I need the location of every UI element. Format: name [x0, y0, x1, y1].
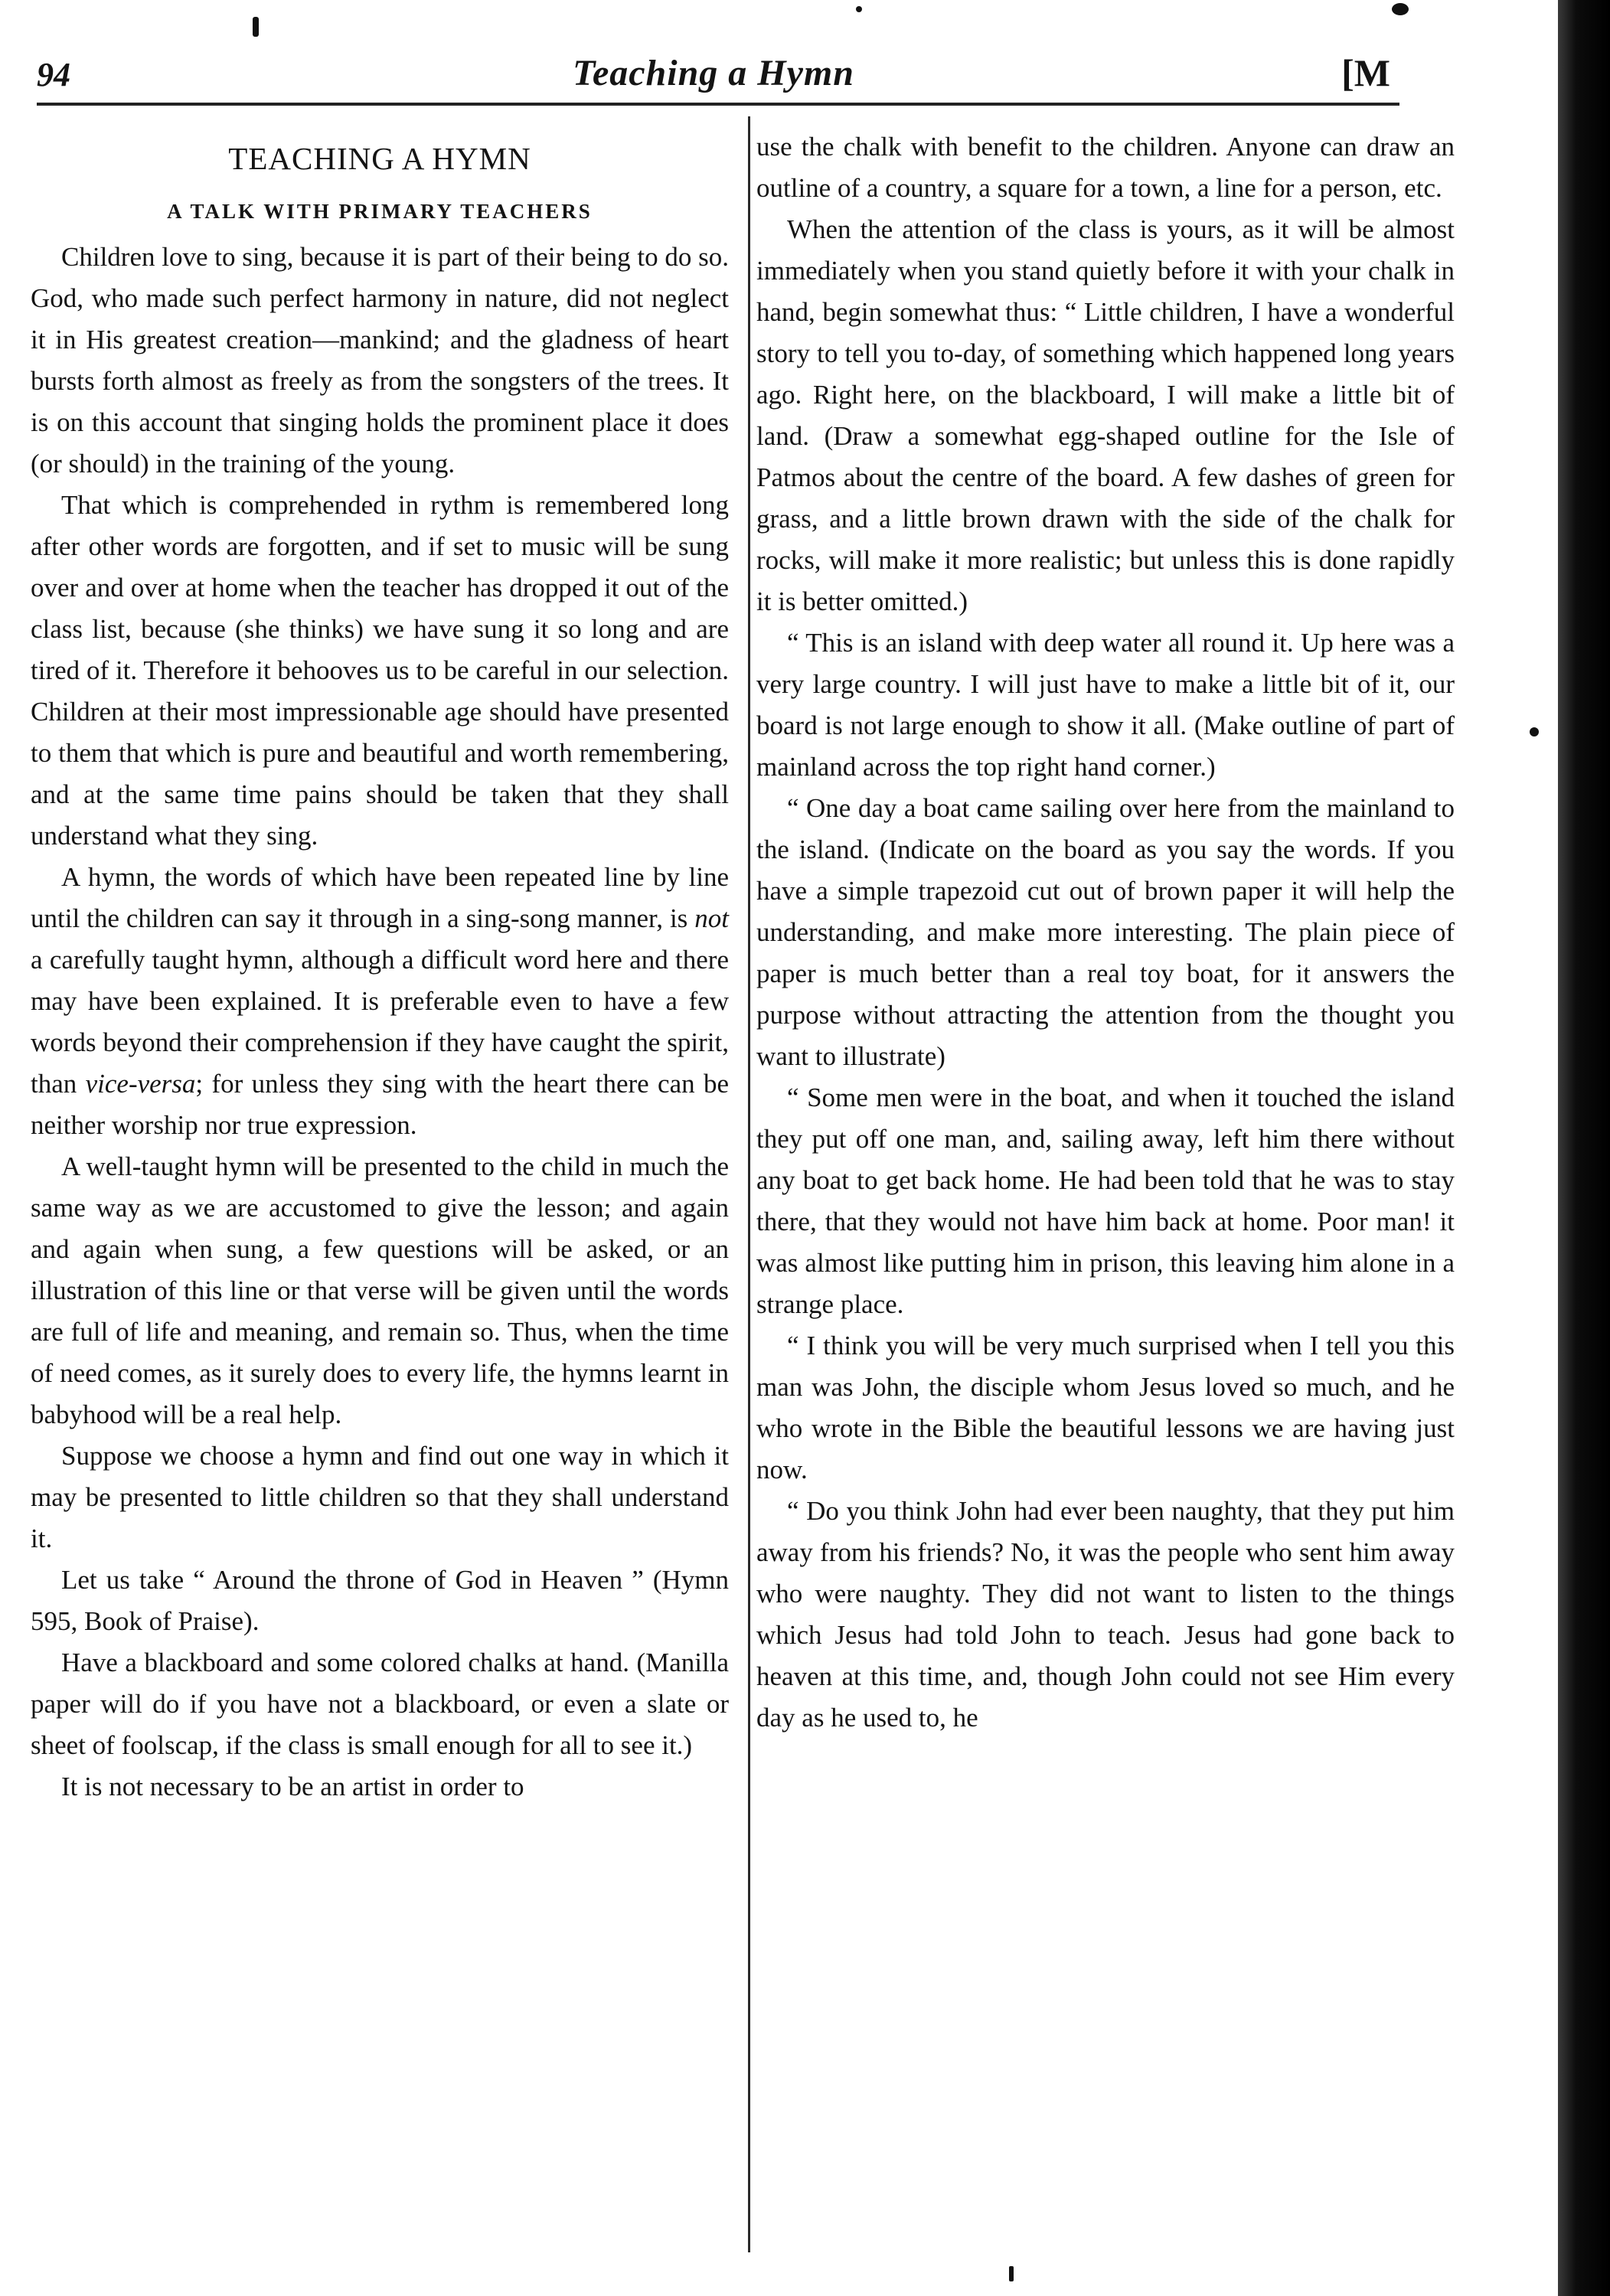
- ink-speck: [1530, 727, 1539, 736]
- paragraph: use the chalk with benefit to the children. Anyone can draw an outline of a country, a square for a town, a line for a person, etc.: [756, 132, 1455, 203]
- paragraph: “ I think you will be very much surprised when I tell you this man was John, the disciple whom Jesus loved so much, and he who wrote in the Bible the beautiful lessons we are having just now.: [756, 1331, 1455, 1484]
- paragraph: Have a blackboard and some colored chalks at hand. (Manilla paper will do if you have not a blackboard, or even a slate or sheet of foolscap, if the class is small enough for all to see it.): [31, 1648, 729, 1760]
- paragraph: “ Do you think John had ever been naughty, that they put him away from his friends? No, it was the people who sent him away who were naughty. They did not want to listen to the things which Jesus had told John to teach. Jesus had gone back to heaven at this time, and, though John could not see Him every day as he used to, he: [756, 1496, 1455, 1733]
- right-column: [756, 126, 1455, 1739]
- ink-speck: [1392, 3, 1409, 15]
- paragraph: [31, 857, 729, 1146]
- paragraph: It is not necessary to be an artist in order to: [61, 1772, 524, 1801]
- text-run: ; for unless they sing with the heart there can be neither worship nor true expression.: [31, 1069, 729, 1140]
- text-run: A hymn, the words of which have been repeated line by line until the children can say it through in a sing-song manner, is: [31, 862, 729, 933]
- article-subtitle: A TALK WITH PRIMARY TEACHERS: [167, 200, 593, 223]
- paragraph: That which is comprehended in rythm is remembered long after other words are forgotten, and if set to music will be sung over and over at home when the teacher has dropped it out of the class list, because (she thinks) we have sung it so long and are tired of it. Therefore it behooves us to be careful in our selection. Children at their most impressionable age should have presented to them that which is pure and beautiful and worth remembering, and at the same time pains should be taken that they shall understand what they sing.: [31, 490, 729, 851]
- page-header: [37, 47, 1390, 101]
- paragraph: Children love to sing, because it is part of their being to do so. God, who made such perfect harmony in nature, did not neglect it in His greatest creation—mankind; and the gladness of heart bursts forth almost as freely as from the songsters of the trees. It is on this account that singing holds the prominent place it does (or should) in the training of the young.: [31, 242, 729, 478]
- text-run: a carefully taught hymn, although a difficult word here and there may have been explained. It is preferable even to have a few words beyond their comprehension if they have caught the spirit, than: [31, 945, 729, 1099]
- column-divider: [748, 116, 750, 2252]
- paragraph: “ Some men were in the boat, and when it touched the island they put off one man, and, sailing away, left him there without any boat to get back home. He had been told that he was to stay there, that they would not have him back at home. Poor man! it was almost like putting him in prison, this leaving him alone in a strange place.: [756, 1083, 1455, 1319]
- paragraph: When the attention of the class is yours, as it will be almost immediately when you stand quietly before it with your chalk in hand, begin somewhat thus: “ Little children, I have a wonderful story to tell you to-day, of something which happened long years ago. Right here, on the blackboard, I will make a little bit of land. (Draw a somewhat egg-shaped outline for the Isle of Patmos about the centre of the board. A few dashes of green for grass, and a little brown drawn with the side of the chalk for rocks, will make it more realistic; but unless this is done rapidly it is better omitted.): [756, 214, 1455, 616]
- left-column: [31, 126, 729, 1808]
- paragraph: A well-taught hymn will be presented to the child in much the same way as we are accustomed to give the lesson; and again and again when sung, a few questions will be asked, or an illustration of this line or that verse will be given until the words are full of life and meaning, and remain so. Thus, when the time of need comes, as it surely does to every life, the hymns learnt in babyhood will be a real help.: [31, 1151, 729, 1429]
- emphasis: vice-versa: [85, 1069, 196, 1099]
- ink-speck: [856, 6, 862, 12]
- page-number: 94: [37, 56, 70, 93]
- header-mark: [M: [1341, 51, 1390, 94]
- ink-speck: [1009, 2266, 1014, 2281]
- paragraph: Let us take “ Around the throne of God in Heaven ” (Hymn 595, Book of Praise).: [31, 1565, 729, 1636]
- page-edge-shadow: [1558, 0, 1610, 2296]
- ink-speck: [253, 17, 259, 37]
- header-rule: [37, 103, 1399, 106]
- paragraph: “ This is an island with deep water all round it. Up here was a very large country. I will just have to make a little bit of it, our board is not large enough to show it all. (Make outline of part of mainland across the top right hand corner.): [756, 628, 1455, 782]
- paragraph: “ One day a boat came sailing over here from the mainland to the island. (Indicate on the board as you say the words. If you have a simple trapezoid cut out of brown paper it will help the understanding, and make more interesting. The plain piece of paper is much better than a real toy boat, for it answers the purpose without attracting the attention from the thought you want to illustrate): [756, 793, 1455, 1071]
- article-title: TEACHING A HYMN: [228, 141, 531, 176]
- paragraph: Suppose we choose a hymn and find out one way in which it may be presented to little children so that they shall understand it.: [31, 1441, 729, 1553]
- emphasis: not: [694, 903, 729, 933]
- running-title: Teaching a Hymn: [573, 53, 854, 93]
